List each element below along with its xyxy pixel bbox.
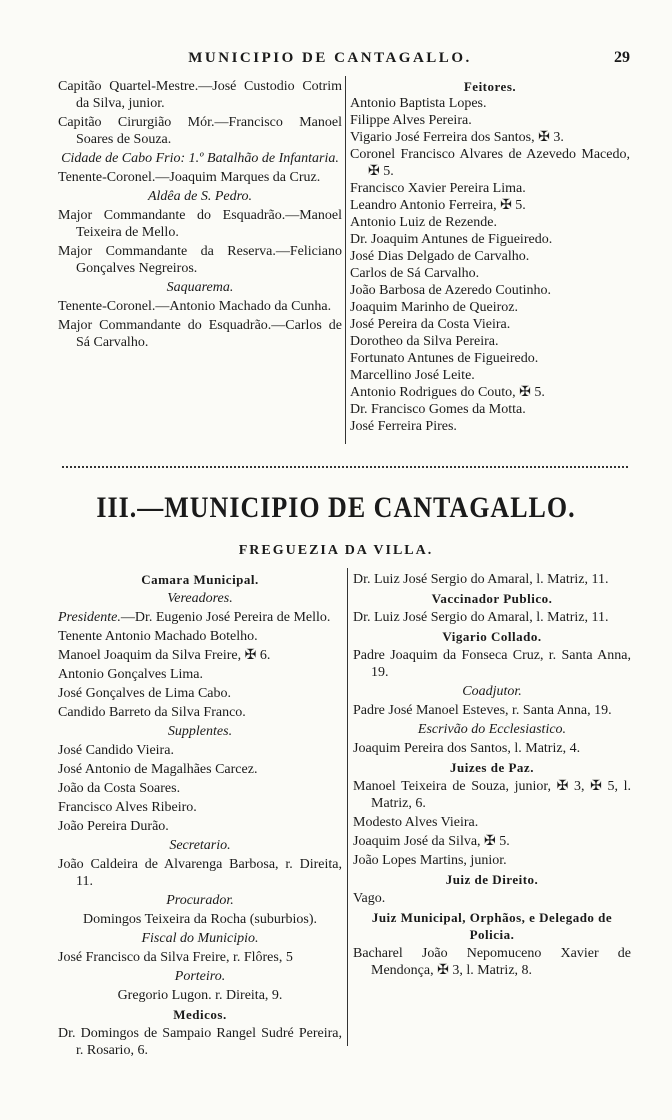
feitor-item: Dorotheo da Silva Pereira. [350, 334, 499, 349]
top-right-column [350, 78, 630, 435]
entry: Capitão Quartel-Mestre.—José Custodio Cotrim da Silva, junior. [58, 79, 342, 111]
entry: Manoel Teixeira de Souza, junior, ✠ 3, ✠ 5, l. Matriz, 6. [353, 779, 631, 811]
office-heading: Vigario Collado. [442, 629, 542, 644]
entry: Tenente-Coronel.—Joaquim Marques da Cruz. [58, 170, 321, 185]
list-item: João Pereira Durão. [58, 819, 169, 834]
bottom-right-column [353, 571, 631, 981]
list-item: João da Costa Soares. [58, 781, 181, 796]
feitor-item: Leandro Antonio Ferreira, ✠ 5. [350, 198, 526, 213]
feitor-item: Joaquim Marinho de Queiroz. [350, 300, 518, 315]
feitor-item: Carlos de Sá Carvalho. [350, 266, 480, 281]
subsection-heading: Aldêa de S. Pedro. [147, 189, 253, 204]
feitor-item: Dr. Joaquim Antunes de Figueiredo. [350, 232, 553, 247]
president-entry [58, 609, 342, 626]
subsection-heading: Secretario. [169, 838, 231, 853]
list-item: Candido Barreto da Silva Franco. [58, 705, 246, 720]
section-subtitle: FREGUEZIA DA VILLA. [238, 543, 434, 558]
feitor-item: Fortunato Antunes de Figueiredo. [350, 351, 539, 366]
office-heading: Medicos. [173, 1007, 227, 1022]
subsection-heading: Vereadores. [167, 591, 233, 606]
feitores-list [350, 95, 630, 435]
entry: Dr. Luiz José Sergio do Amaral, l. Matriz, 11. [353, 572, 609, 587]
subsection-heading: Escrivão do Ecclesiastico. [417, 722, 567, 737]
section-title: III.—MUNICIPIO DE CANTAGALLO. [96, 490, 576, 525]
feitor-item: Francisco Xavier Pereira Lima. [350, 181, 526, 196]
feitor-item: Filippe Alves Pereira. [350, 113, 472, 128]
list-item: Tenente Antonio Machado Botelho. [58, 629, 258, 644]
running-head [60, 50, 630, 72]
feitor-item: Antonio Rodrigues do Couto, ✠ 5. [350, 385, 545, 400]
subsection-heading: Procurador. [166, 893, 234, 908]
list-item: Joaquim Pereira dos Santos, l. Matriz, 4. [353, 741, 581, 756]
office-heading: Juizes de Paz. [450, 760, 534, 775]
feitor-item: Antonio Luiz de Rezende. [350, 215, 497, 230]
list-item: Manoel Joaquim da Silva Freire, ✠ 6. [58, 648, 271, 663]
column-divider-top [345, 76, 346, 444]
president-label: Presidente. [58, 610, 121, 625]
president-name: —Dr. Eugenio José Pereira de Mello. [120, 610, 331, 625]
entry: Padre Joaquim da Fonseca Cruz, r. Santa Anna, 19. [353, 648, 631, 680]
office-heading: Vaccinador Publico. [431, 591, 553, 606]
entry: Major Commandante do Esquadrão.—Carlos de Sá Carvalho. [58, 318, 342, 350]
feitores-heading: Feitores. [463, 79, 517, 94]
subsection-heading: Porteiro. [174, 969, 226, 984]
subsection-heading: Coadjutor. [462, 684, 522, 699]
entry: Major Commandante da Reserva.—Feliciano Gonçalves Negreiros. [58, 244, 342, 276]
subsection-heading: Fiscal do Municipio. [141, 931, 259, 946]
entry: Padre José Manoel Esteves, r. Santa Anna, 19. [353, 703, 612, 718]
feitor-item: José Dias Delgado de Carvalho. [350, 249, 530, 264]
feitor-item: José Pereira da Costa Vieira. [350, 317, 511, 332]
section-separator [62, 466, 628, 468]
top-left-column [58, 78, 342, 353]
entry: Major Commandante do Esquadrão.—Manoel Teixeira de Mello. [58, 208, 342, 240]
list-item: Antonio Gonçalves Lima. [58, 667, 204, 682]
office-heading: Juiz de Direito. [445, 872, 539, 887]
entry: Dr. Domingos de Sampaio Rangel Sudré Pereira, r. Rosario, 6. [58, 1026, 342, 1058]
entry: Dr. Luiz José Sergio do Amaral, l. Matriz, 11. [353, 610, 609, 625]
office-heading: Juiz Municipal, Orphãos, e Delegado de Policia. [371, 910, 613, 942]
list-item: Francisco Alves Ribeiro. [58, 800, 197, 815]
entry: Tenente-Coronel.—Antonio Machado da Cunha. [58, 299, 332, 314]
feitor-item: Vigario José Ferreira dos Santos, ✠ 3. [350, 130, 564, 145]
running-title: MUNICIPIO DE CANTAGALLO. [188, 50, 472, 66]
subsection-heading: Saquarema. [166, 280, 234, 295]
list-item: João Lopes Martins, junior. [353, 853, 507, 868]
bottom-left-column [58, 571, 342, 1061]
list-item: José Candido Vieira. [58, 743, 174, 758]
list-item: José Antonio de Magalhães Carcez. [58, 762, 258, 777]
entry: Capitão Cirurgião Mór.—Francisco Manoel Soares de Souza. [58, 115, 342, 147]
list-item: Domingos Teixeira da Rocha (suburbios). [83, 912, 317, 927]
office-heading: Camara Municipal. [141, 572, 259, 587]
feitor-item: Dr. Francisco Gomes da Motta. [350, 402, 526, 417]
subsection-heading: Cidade de Cabo Frio: 1.º Batalhão de Infantaria. [61, 151, 339, 166]
list-item: Vago. [353, 891, 386, 906]
list-item: Joaquim José da Silva, ✠ 5. [353, 834, 510, 849]
list-item: José Francisco da Silva Freire, r. Flôres, 5 [58, 950, 293, 965]
feitor-item: João Barbosa de Azeredo Coutinho. [350, 283, 552, 298]
list-item: José Gonçalves de Lima Cabo. [58, 686, 232, 701]
list-item: Gregorio Lugon. r. Direita, 9. [117, 988, 283, 1003]
entry: Bacharel João Nepomuceno Xavier de Mendonça, ✠ 3, l. Matriz, 8. [353, 946, 631, 978]
subsection-heading: Supplentes. [167, 724, 233, 739]
list-item: Modesto Alves Vieira. [353, 815, 479, 830]
feitor-item: Marcellino José Leite. [350, 368, 475, 383]
feitor-item: Coronel Francisco Alvares de Azevedo Macedo, ✠ 5. [350, 147, 630, 179]
entry: João Caldeira de Alvarenga Barbosa, r. Direita, 11. [58, 857, 342, 889]
feitor-item: Antonio Baptista Lopes. [350, 96, 487, 111]
page-number: 29 [614, 49, 630, 66]
feitor-item: José Ferreira Pires. [350, 419, 457, 434]
column-divider-bottom [347, 568, 348, 1046]
